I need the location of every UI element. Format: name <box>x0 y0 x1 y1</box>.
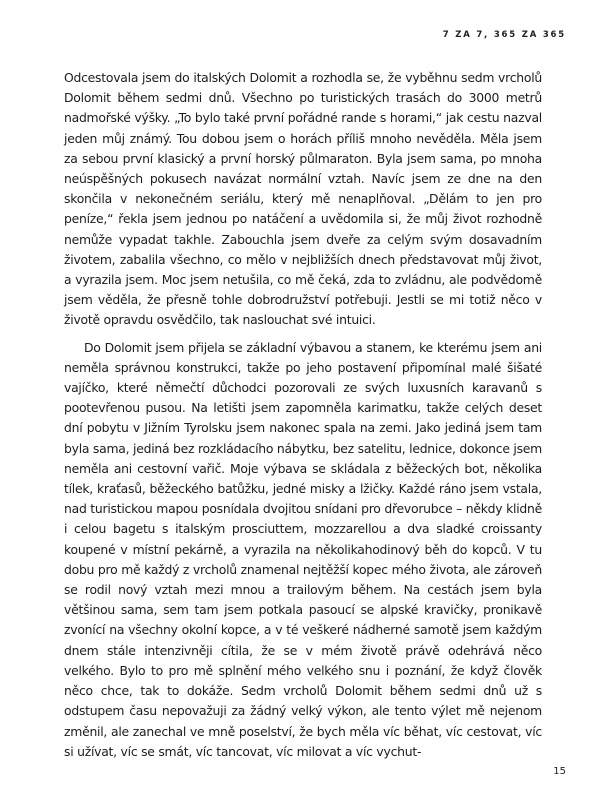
page-number: 15 <box>553 766 566 777</box>
body-text <box>64 68 542 762</box>
paragraph-2: Do Dolomit jsem přijela se základní výbavou a stanem, ke kterému jsem ani neměla správnou konstrukci, takže po jeho postavení připomínal malé šišaté vajíčko, které němečtí důchodci pozorovali ze svých luxusních karavanů s pootevřenou pusou. Na letišti jsem zapomněla karimatku, takže celých deset dní pobytu v Jižním Tyrolsku jsem nakonec spala na zemi. Jako jediná jsem tam byla sama, jediná bez rozkládacího nábytku, bez satelitu, lednice, dokonce jsem neměla ani cestovní vařič. Moje výbava se skládala z běžeckých bot, několika tílek, kraťasů, běžeckého batůžku, jedné misky a lžičky. Každé ráno jsem vstala, nad turistickou mapou posnídala dvojitou snídani pro dřevorubce – někdy klidně i celou bagetu s italským prosciuttem, mozzarellou a dva sladké croissanty koupené v místní pekárně, a vyrazila na několikahodinový běh do kopců. V tu dobu pro mě každý z vrcholů znamenal nejtěžší kopec mého života, ale zároveň se rodil nový vztah mezi mnou a trailovým během. Na cestách jsem byla většinou sama, sem tam jsem potkala pasoucí se alpské kravičky, pronikavě zvonící na všechny okolní kopce, a v té veškeré nádherné samotě jsem každým dnem stále intenzivněji cítila, že se v mém životě právě odehrává něco velkého. Bylo to pro mě splnění mého velkého snu i poznání, že když člověk něco chce, tak to dokáže. Sedm vrcholů Dolomit během sedmi dnů už s odstupem času nepovažuji za žádný velký výkon, ale tento výlet mě nejenom změnil, ale zanechal ve mně poselství, že bych měla víc běhat, víc cestovat, víc si užívat, víc se smát, víc tancovat, víc milovat a víc vychut- <box>64 339 542 759</box>
paragraph-1: Odcestovala jsem do italských Dolomit a rozhodla se, že vyběhnu sedm vrcholů Dolomit během sedmi dnů. Všechno po turistických trasách do 3000 metrů nadmořské výšky. „To bylo také první pořádné rande s horami,“ jak cestu nazval jeden můj známý. Tou dobou jsem o horách příliš mnoho nevěděla. Měla jsem za sebou první klasický a první horský půlmaraton. Byla jsem sama, po mnoha neúspěšných pokusech navázat normální vztah. Navíc jsem ze dne na den skončila v nekonečném seriálu, který mě nenaplňoval. „Dělám to jen pro peníze,“ řekla jsem jednou po natáčení a uvědomila si, že můj život rozhodně nemůže vypadat takhle. Zabouchla jsem dveře za celým svým dosavadním životem, zabalila všechno, co mělo v nejbližších dnech představovat můj život, a vyrazila jsem. Moc jsem netušila, co mě čeká, zda to zvládnu, ale podvědomě jsem věděla, že přesně tohle dobrodružství potřebuji. Jestli se mi totiž něco v životě opravdu osvědčilo, tak naslouchat své intuici. <box>64 70 542 328</box>
running-header: 7 ZA 7, 365 ZA 365 <box>442 30 566 40</box>
